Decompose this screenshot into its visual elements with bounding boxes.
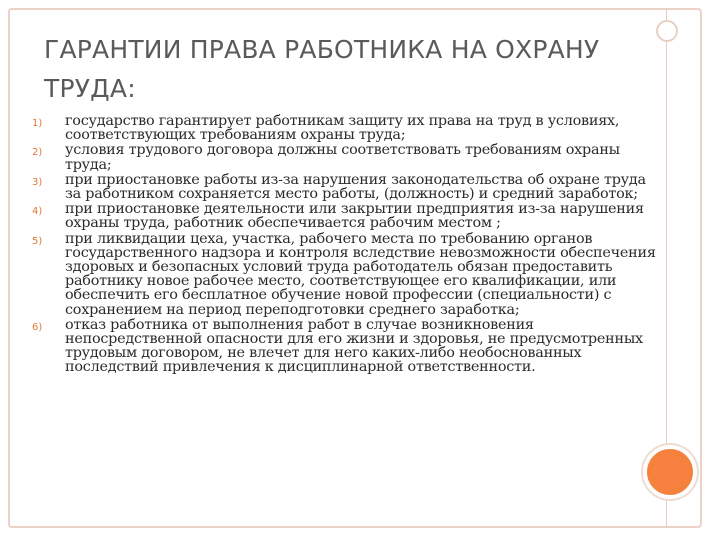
list-item xyxy=(32,318,657,375)
list-item-number: 6) xyxy=(32,321,43,333)
list-item-text: государство гарантирует работникам защиту их права на труд в условиях, соответствующих требованиям охраны труда; xyxy=(65,113,620,144)
list-item xyxy=(32,232,657,317)
list-item-number: 4) xyxy=(32,206,43,218)
list-item-text: отказ работника от выполнения работ в случае возникновения непосредственной опасности для его жизни и здоровья, не предусмотренных трудовым договором, не влечет для него каких-либо необоснованных последствий привлечения к дисциплинарной ответственности. xyxy=(65,316,643,376)
decorative-circle-top xyxy=(656,20,678,42)
list-item xyxy=(32,173,657,201)
decorative-orange-circle xyxy=(643,445,697,499)
guarantee-list xyxy=(32,114,657,376)
list-item-number: 5) xyxy=(32,235,43,247)
list-item xyxy=(32,143,657,171)
list-item xyxy=(32,114,657,142)
list-item xyxy=(32,202,657,230)
list-item-text: при ликвидации цеха, участка, рабочего места по требованию органов государственного надзора и контроля вследствие невозможности обеспечения здоровых и безопасных условий труда работодатель обязан предоставить работнику новое рабочее место, соответствующее его квалификации, или обеспечить его бесплатное обучение новой профессии (специальности) с сохранением на период переподготовки среднего заработка; xyxy=(65,230,656,318)
list-item-text: условия трудового договора должны соответствовать требованиям охраны труда; xyxy=(65,142,620,173)
list-item-number: 3) xyxy=(32,176,43,188)
list-item-number: 2) xyxy=(32,147,43,159)
list-item-text: при приостановке деятельности или закрытии предприятия из-за нарушения охраны труда, работник обеспечивается рабочим местом ; xyxy=(65,201,644,232)
slide-title: ГАРАНТИИ ПРАВА РАБОТНИКА НА ОХРАНУ ТРУДА: xyxy=(44,35,600,103)
list-item-number: 1) xyxy=(32,118,43,129)
list-item-text: при приостановке работы из-за нарушения законодательства об охране труда за работником сохраняется место работы, (должность) и средний заработок; xyxy=(65,171,646,203)
